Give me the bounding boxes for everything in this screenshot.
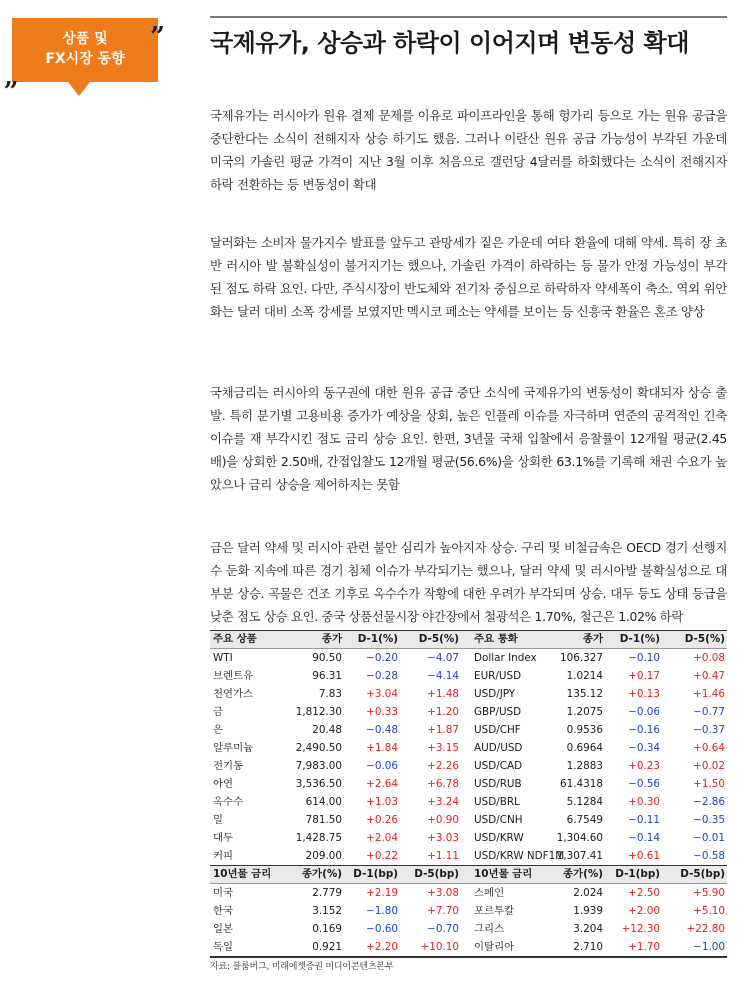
table-bottom-rule (210, 956, 727, 958)
page-title: 국제유가, 상승과 하락이 이어지며 변동성 확대 (210, 29, 689, 57)
cell-d5: −4.14 (427, 670, 459, 682)
table-row (210, 757, 727, 775)
cell-d1: −0.20 (366, 652, 398, 664)
cell-d5-2: +0.64 (693, 742, 725, 754)
cell-name: 독일 (213, 941, 234, 953)
cell-d5-2: −0.77 (693, 706, 725, 718)
section-badge (12, 18, 158, 82)
cell-d1-2: −0.10 (628, 652, 660, 664)
header-cell-d1-2: D-1(bp) (615, 868, 660, 880)
cell-close-2: 1,307.41 (556, 850, 603, 862)
cell-close-2: 1.2075 (566, 706, 603, 718)
cell-d1-2: −0.56 (628, 778, 660, 790)
cell-d1: +1.03 (366, 796, 398, 808)
cell-close-2: 2.710 (573, 941, 603, 953)
cell-close: 1,428.75 (295, 832, 342, 844)
cell-name: 한국 (213, 905, 234, 917)
cell-d1: +2.04 (366, 832, 398, 844)
cell-d5-2: +0.02 (693, 760, 725, 772)
badge-line-1: 상품 및 (62, 31, 108, 47)
cell-name: 아연 (213, 778, 234, 790)
cell-name: 브렌트유 (213, 670, 254, 682)
cell-d5: +0.90 (427, 814, 459, 826)
cell-d5: +1.20 (427, 706, 459, 718)
header-cell-d1: D-1(bp) (353, 868, 398, 880)
cell-d5: +1.11 (427, 850, 459, 862)
table-row (210, 829, 727, 847)
cell-d5-2: −2.86 (693, 796, 725, 808)
cell-d5-2: +0.08 (693, 652, 725, 664)
header-cell-d5-2: D-5(%) (684, 633, 725, 645)
header-cell-d1: D-1(%) (357, 633, 398, 645)
cell-d1-2: +0.23 (628, 760, 660, 772)
cell-d1: +2.19 (366, 887, 398, 899)
cell-close-2: 1.0214 (566, 670, 603, 682)
cell-close: 1,812.30 (295, 706, 342, 718)
cell-name-2: AUD/USD (474, 742, 523, 754)
cell-name-2: 이탈리아 (474, 941, 515, 953)
cell-close: 0.169 (312, 923, 342, 935)
cell-d5: +7.70 (427, 905, 459, 917)
market-table (210, 630, 727, 958)
cell-close: 2,490.50 (295, 742, 342, 754)
cell-close: 3,536.50 (295, 778, 342, 790)
cell-d5: +3.24 (427, 796, 459, 808)
cell-close-2: 1,304.60 (556, 832, 603, 844)
cell-d1-2: +2.50 (628, 887, 660, 899)
cell-close: 96.31 (312, 670, 342, 682)
cell-name: 밀 (213, 814, 224, 826)
table-row (210, 811, 727, 829)
header-cell-d5-2: D-5(bp) (680, 868, 725, 880)
cell-close-2: 0.6964 (566, 742, 603, 754)
cell-name: WTI (213, 652, 233, 664)
cell-d1-2: +12.30 (621, 923, 660, 935)
cell-d5-2: +1.46 (693, 688, 725, 700)
source-note: 자료: 블룸버그, 미래에셋증권 미디어콘텐츠본부 (210, 962, 394, 972)
cell-close: 209.00 (305, 850, 342, 862)
cell-d1: −1.80 (366, 905, 398, 917)
cell-d5-2: −0.37 (693, 724, 725, 736)
header-cell-name-2: 10년물 금리 (474, 868, 533, 880)
quote-close-icon: ” (150, 22, 165, 52)
cell-close: 614.00 (305, 796, 342, 808)
cell-d1: +3.04 (366, 688, 398, 700)
cell-name: 알루미늄 (213, 742, 254, 754)
table-row (210, 920, 727, 938)
header-cell-close-2: 종가 (582, 633, 603, 645)
cell-name-2: USD/CAD (474, 760, 523, 772)
cell-name: 천연가스 (213, 688, 254, 700)
cell-d1: +2.64 (366, 778, 398, 790)
cell-d5: +3.15 (427, 742, 459, 754)
cell-d5: −0.70 (427, 923, 459, 935)
table-row (210, 775, 727, 793)
table-row (210, 721, 727, 739)
paragraph-dollar: 달러화는 소비자 물가지수 발표를 앞두고 관망세가 짙은 가운데 여타 환율에 대해 약세. 특히 장 초반 러시아 발 불확실성이 불거지기는 했으나, 가솔린 가격이 하락하는 등 물가 안정 가능성이 부각된 점도 하락 요인. 다만, 주식시장이 반도체와 전기차 중심으로 하락하자 약세폭이 축소. 역외 위안화는 달러 대비 소폭 강세를 보였지만 멕시코 페소는 약세를 보이는 등 신흥국 환율은 혼조 양상 (210, 235, 727, 319)
header-cell-d5: D-5(bp) (414, 868, 459, 880)
cell-name-2: USD/KRW NDF1M (474, 850, 565, 862)
cell-d1: +1.84 (366, 742, 398, 754)
header-cell-name-2: 주요 통화 (474, 633, 518, 645)
cell-d1: −0.06 (366, 760, 398, 772)
cell-close: 3.152 (312, 905, 342, 917)
cell-name-2: 포르투칼 (474, 905, 515, 917)
cell-name-2: USD/KRW (474, 832, 524, 844)
cell-d1: +0.26 (366, 814, 398, 826)
cell-name-2: USD/CNH (474, 814, 523, 826)
table-row (210, 739, 727, 757)
cell-d1: −0.60 (366, 923, 398, 935)
cell-d5: +3.03 (427, 832, 459, 844)
table-row (210, 703, 727, 721)
cell-d1-2: +0.61 (628, 850, 660, 862)
top-divider (210, 16, 727, 18)
cell-name: 금 (213, 706, 224, 718)
cell-name: 일본 (213, 923, 234, 935)
cell-d1-2: +2.00 (628, 905, 660, 917)
table-header-row (210, 865, 727, 884)
cell-d5-2: −1.00 (693, 941, 725, 953)
cell-d5: +2.26 (427, 760, 459, 772)
cell-name: 옥수수 (213, 796, 244, 808)
header-cell-close: 종가(%) (302, 868, 342, 880)
cell-d5-2: +5.90 (693, 887, 725, 899)
cell-name-2: 그리스 (474, 923, 505, 935)
cell-d5: +1.87 (427, 724, 459, 736)
cell-close-2: 61.4318 (560, 778, 603, 790)
table-row (210, 667, 727, 685)
table-header-row (210, 630, 727, 649)
table-row (210, 649, 727, 667)
speech-bubble-tail-icon (68, 82, 90, 96)
cell-d1-2: −0.14 (628, 832, 660, 844)
cell-d1-2: −0.16 (628, 724, 660, 736)
header-cell-d1-2: D-1(%) (619, 633, 660, 645)
cell-d5: −4.07 (427, 652, 459, 664)
cell-d1-2: −0.06 (628, 706, 660, 718)
header-cell-d5: D-5(%) (418, 633, 459, 645)
paragraph-oil: 국제유가는 러시아가 원유 결제 문제를 이유로 파이프라인을 통해 헝가리 등으로 가는 원유 공급을 중단한다는 소식이 전해지자 상승 하기도 했음. 그러나 이란산 원유 공급 가능성이 부각된 가운데 미국의 가솔린 평균 가격이 지난 3월 이후 처음으로 갤런당 4달러를 하회했다는 소식이 전해지자 하락 전환하는 등 변동성이 확대 (210, 108, 727, 192)
cell-name-2: EUR/USD (474, 670, 522, 682)
cell-close-2: 5.1284 (566, 796, 603, 808)
cell-d1-2: +1.70 (628, 941, 660, 953)
cell-d1: +2.20 (366, 941, 398, 953)
cell-close: 7.83 (318, 688, 342, 700)
cell-name-2: USD/BRL (474, 796, 520, 808)
cell-d1: +0.22 (366, 850, 398, 862)
cell-close-2: 6.7549 (566, 814, 603, 826)
cell-close-2: 1.939 (573, 905, 603, 917)
cell-name-2: 스페인 (474, 887, 505, 899)
cell-close-2: 135.12 (566, 688, 603, 700)
cell-d5-2: +0.47 (693, 670, 725, 682)
cell-d5: +3.08 (427, 887, 459, 899)
cell-d1: −0.48 (366, 724, 398, 736)
cell-name-2: GBP/USD (474, 706, 522, 718)
cell-d1: −0.28 (366, 670, 398, 682)
cell-name-2: Dollar Index (474, 652, 537, 664)
cell-d1-2: +0.30 (628, 796, 660, 808)
cell-name: 대두 (213, 832, 234, 844)
cell-close: 0.921 (312, 941, 342, 953)
header-cell-close: 종가 (321, 633, 342, 645)
table-row (210, 847, 727, 865)
cell-name: 은 (213, 724, 224, 736)
cell-close: 90.50 (312, 652, 342, 664)
cell-close-2: 0.9536 (566, 724, 603, 736)
cell-d5-2: +22.80 (686, 923, 725, 935)
table-row (210, 938, 727, 956)
cell-d5-2: −0.58 (693, 850, 725, 862)
table-row (210, 793, 727, 811)
cell-d5-2: +1.50 (693, 778, 725, 790)
cell-name-2: USD/RUB (474, 778, 522, 790)
cell-d1-2: −0.11 (628, 814, 660, 826)
cell-close-2: 106.327 (560, 652, 603, 664)
cell-d5-2: +5.10 (693, 905, 725, 917)
cell-close-2: 1.2883 (566, 760, 603, 772)
cell-d5: +6.78 (427, 778, 459, 790)
cell-name: 커피 (213, 850, 234, 862)
cell-d5: +1.48 (427, 688, 459, 700)
quote-open-icon: „ (4, 62, 19, 92)
cell-d1: +0.33 (366, 706, 398, 718)
cell-close: 7,983.00 (295, 760, 342, 772)
header-cell-close-2: 종가(%) (563, 868, 603, 880)
cell-name: 미국 (213, 887, 234, 899)
cell-d1-2: +0.17 (628, 670, 660, 682)
paragraph-commodities: 금은 달러 약세 및 러시아 관련 불안 심리가 높아지자 상승. 구리 및 비철금속은 OECD 경기 선행지수 둔화 지속에 따른 경기 침체 이슈가 부각되기는 했으나, 달러 약세 및 러시아발 불확실성으로 대부분 상승. 곡물은 건조 기후로 옥수수가 작황에 대한 우려가 부각되며 상승. 대두 등도 상태 등급을 낮춘 점도 상승 요인. 중국 상품선물시장 야간장에서 철광석은 1.70%, 철근은 1.02% 하락 (210, 540, 727, 624)
cell-name: 전기동 (213, 760, 244, 772)
badge-line-2: FX시장 동향 (45, 51, 125, 67)
paragraph-treasury: 국채금리는 러시아의 동구권에 대한 원유 공급 중단 소식에 국제유가의 변동성이 확대되자 상승 출발. 특히 분기별 고용비용 증가가 예상을 상회, 높은 인플레 이슈를 자극하며 연준의 공격적인 긴축 이슈를 재 부각시킨 점도 금리 상승 요인. 한편, 3년물 국채 입찰에서 응찰률이 12개월 평균(2.45배)을 상회한 2.50배, 간접입찰도 12개월 평균(56.6%)을 상회한 63.1%를 기록해 채권 수요가 높았으나 금리 상승을 제어하지는 못함 (210, 385, 727, 492)
cell-close-2: 2.024 (573, 887, 603, 899)
cell-close: 20.48 (312, 724, 342, 736)
cell-d5-2: −0.35 (693, 814, 725, 826)
cell-d1-2: +0.13 (628, 688, 660, 700)
cell-d5: +10.10 (420, 941, 459, 953)
table-row (210, 884, 727, 902)
header-cell-name: 주요 상품 (213, 633, 257, 645)
cell-d1-2: −0.34 (628, 742, 660, 754)
cell-name-2: USD/CHF (474, 724, 521, 736)
cell-close-2: 3.204 (573, 923, 603, 935)
cell-d5-2: −0.01 (693, 832, 725, 844)
cell-close: 2.779 (312, 887, 342, 899)
table-row (210, 902, 727, 920)
table-row (210, 685, 727, 703)
cell-close: 781.50 (305, 814, 342, 826)
cell-name-2: USD/JPY (474, 688, 516, 700)
header-cell-name: 10년물 금리 (213, 868, 272, 880)
